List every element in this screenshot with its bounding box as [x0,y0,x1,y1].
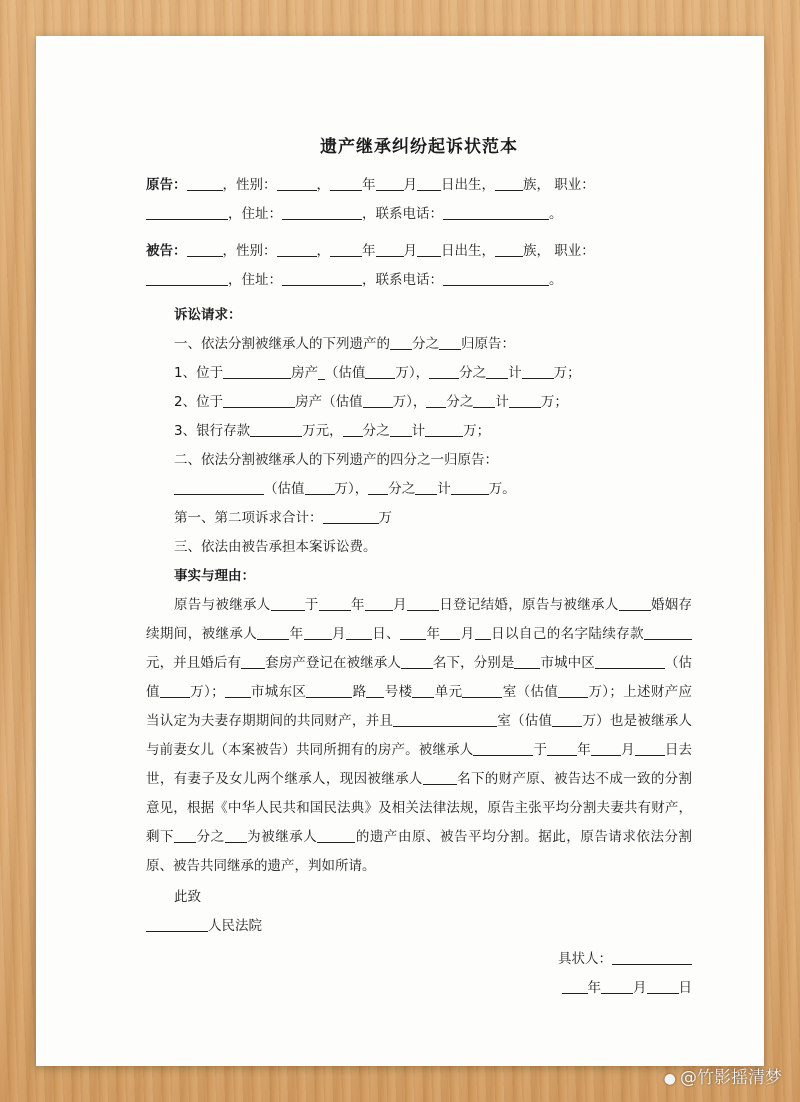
defendant-line-1: 被告： ，性别： ， 年 月 日出生， 族， 职业： [146,243,595,259]
document-title: 遗产继承纠纷起诉状范本 [320,137,518,157]
facts-heading: 事实与理由： [174,568,255,584]
defendant-line-2: ，住址： ，联系电话： 。 [146,266,692,295]
plaintiff-line-1: 原告： ，性别： ， 年 月 日出生， 族， 职业： [146,177,595,193]
du-icon: ● [663,1071,676,1087]
claim-bank: 3、银行存款 万元， 分之 计 万； [174,423,491,439]
claim-house-2: 2、位于 房产（估值 万）， 分之 计 万； [174,394,568,410]
watermark-text: @竹影摇清梦 [680,1068,782,1088]
claims-heading: 诉讼请求： [174,307,242,323]
document-body [146,132,692,1003]
defendant-label: 被告： [146,243,187,259]
claim-house-1: 1、位于 房产_（估值 万）， 分之 计 万； [174,365,581,381]
facts-paragraph: 原告与被继承人 于 年 月 日登记结婚，原告与被继承人 婚姻存续期间，被继承人 年 月 日、 年 月 日以自己的名字陆续存款元，并且婚后有 套房产登记在被继承人 名下，分别是 市城中区 （估值 万）； 市城东区 路 号楼 单元 室（估值 万）；上述财产应当认定为夫妻存期期间的共同财产，并且 室（估值 万）也是被继承人与前妻女儿（本案被告）共同所拥有的房产。被继承人 于 年 月 日去世，有妻子及女儿两个继承人，现因被继承人 名下的财产原、被告达不成一致的分割意见，根据《中华人民共和国民法典》及相关法律法规，原告主张平均分割夫妻共有财产，剩下 分之 为被继承人 的遗产由原、被告平均分割。据此，原告请求依法分割原、被告共同继承的遗产，判如所请。 [146,597,693,874]
claim-item-2: 二、依法分割被继承人的下列遗产的四分之一归原告： [174,452,498,468]
plaintiff-line-2: ，住址： ，联系电话： 。 [146,200,692,229]
plaintiff-label: 原告： [146,177,187,193]
claim-total: 第一、第二项诉求合计： 万 [174,510,392,526]
closing-court: 人民法院 [146,912,692,941]
signer-line: 具状人： [146,945,692,974]
watermark [664,1063,782,1088]
document-page [36,36,764,1066]
claim-item-3: 三、依法由被告承担本案诉讼费。 [174,539,377,555]
closing-cizhi: 此致 [174,889,201,905]
claim-item-1: 一、依法分割被继承人的下列遗产的 分之 归原告： [174,336,515,352]
claim-item-2-detail: （估值 万）， 分之 计 万。 [146,475,692,504]
date-line: 年 月 日 [146,974,692,1003]
